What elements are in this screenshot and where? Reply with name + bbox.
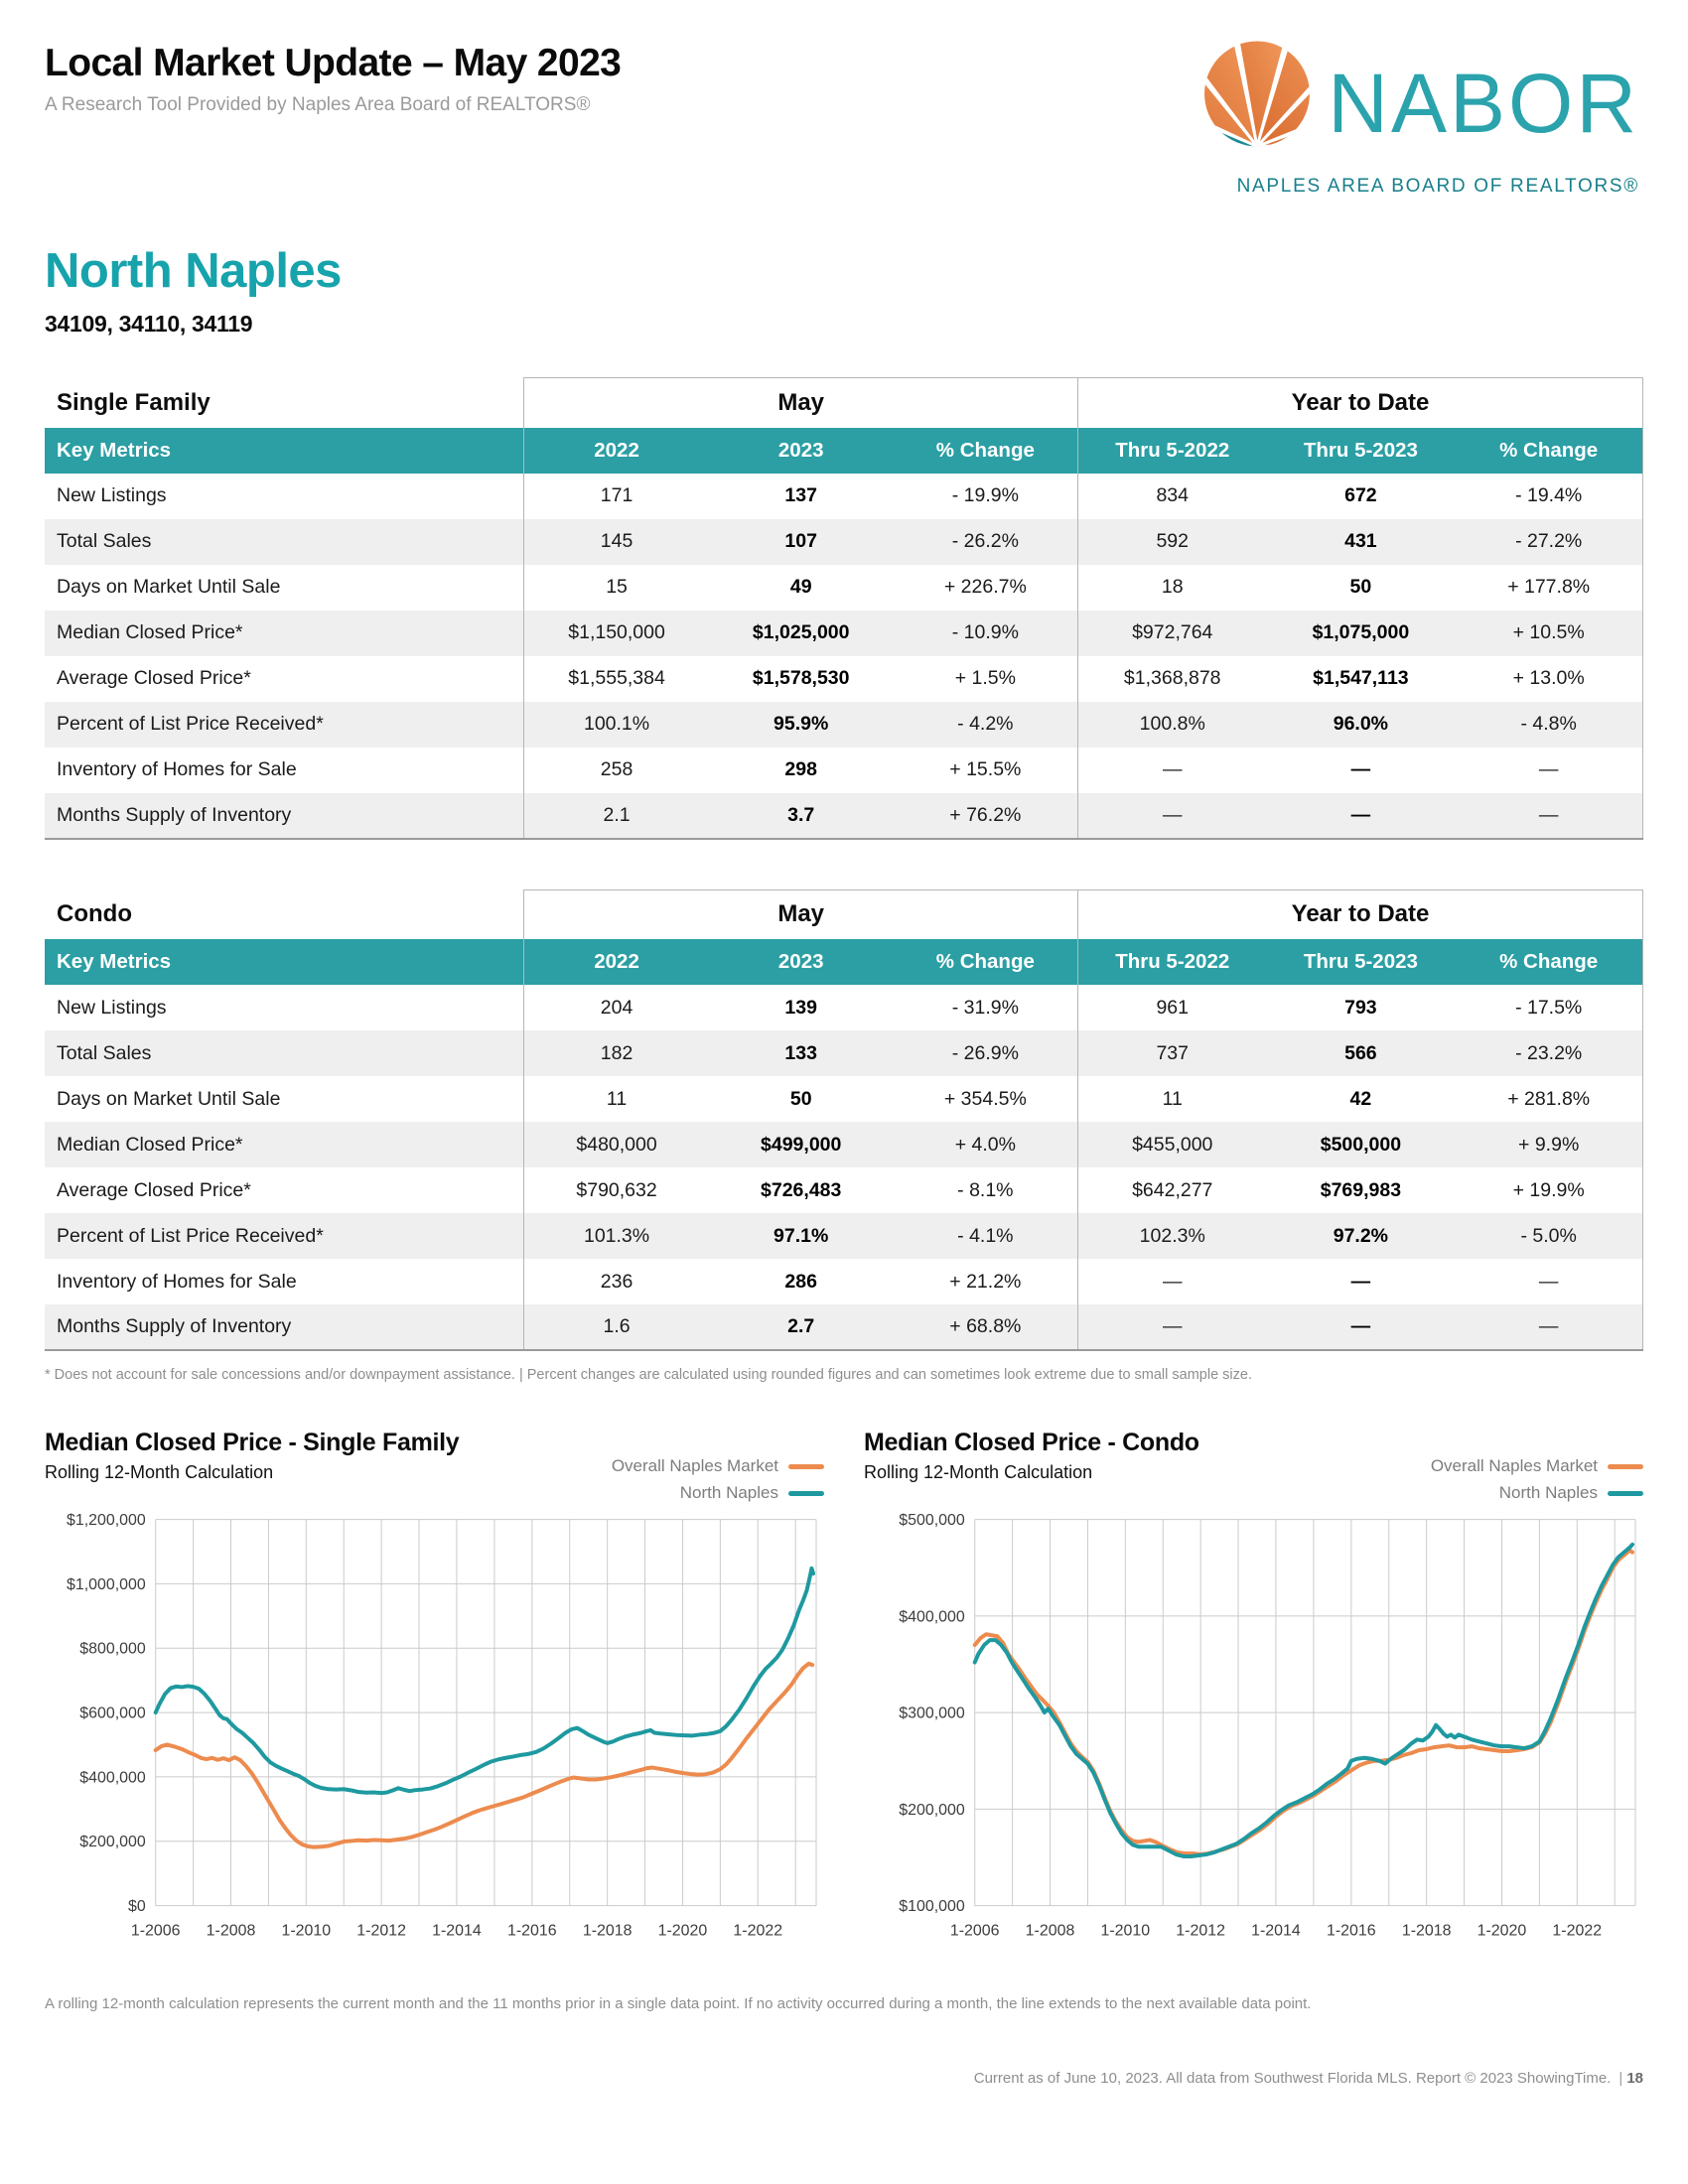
- legend-swatch-orange: [788, 1464, 824, 1469]
- series-north-naples: [975, 1545, 1632, 1856]
- metric-value: 102.3%: [1078, 1213, 1267, 1259]
- metric-value: 1.6: [524, 1304, 709, 1350]
- metric-label: Inventory of Homes for Sale: [57, 758, 297, 780]
- metric-value: —: [1078, 793, 1267, 839]
- metric-value: - 27.2%: [1455, 519, 1642, 565]
- chart-legend: [612, 1456, 824, 1503]
- y-axis-tick-label: $800,000: [79, 1640, 146, 1658]
- metric-value: $455,000: [1078, 1122, 1267, 1167]
- table-section-title: Condo: [45, 889, 524, 939]
- metric-value: 42: [1349, 1087, 1372, 1110]
- table-row: [45, 1122, 1643, 1167]
- metric-value: + 15.5%: [949, 758, 1022, 780]
- metric-value: 737: [1078, 1030, 1267, 1076]
- metric-value: 50: [1349, 576, 1372, 598]
- metric-value: $1,368,878: [1078, 656, 1267, 702]
- metric-value: $1,547,113: [1313, 667, 1409, 689]
- metric-label: Days on Market Until Sale: [57, 1087, 281, 1110]
- metric-label: Median Closed Price*: [57, 621, 243, 643]
- legend-label: North Naples: [679, 1483, 778, 1502]
- metric-value: $769,983: [1320, 1178, 1402, 1201]
- y-axis-tick-label: $0: [128, 1898, 146, 1916]
- metric-value: - 26.2%: [951, 530, 1019, 552]
- shell-icon: [1191, 38, 1324, 170]
- metric-value: —: [1350, 758, 1371, 780]
- rolling-calculation-note: A rolling 12-month calculation represents the current month and the 11 months prior in a single data point. If no activity occurred during a month, the line extends to the next available data point.: [45, 1995, 1312, 2012]
- column-header: 2023: [709, 939, 894, 985]
- metric-value: 204: [524, 985, 709, 1030]
- metric-value: - 8.1%: [957, 1178, 1014, 1201]
- period-header-ytd: Year to Date: [1078, 889, 1643, 939]
- footer-separator: |: [1618, 2070, 1623, 2087]
- metric-value: $1,075,000: [1312, 621, 1410, 643]
- y-axis-tick-label: $500,000: [899, 1512, 965, 1530]
- metric-value: - 10.9%: [951, 621, 1019, 643]
- table-section-row: [45, 378, 1643, 428]
- table-row: [45, 1259, 1643, 1304]
- y-axis-tick-label: $200,000: [79, 1834, 146, 1851]
- metric-value: - 17.5%: [1455, 985, 1642, 1030]
- table-row: [45, 748, 1643, 793]
- metric-value: - 4.8%: [1455, 702, 1642, 748]
- column-header: 2022: [524, 939, 709, 985]
- metric-value: 258: [524, 748, 709, 793]
- metric-value: 97.2%: [1333, 1224, 1389, 1247]
- column-header: Thru 5-2023: [1266, 428, 1455, 474]
- metric-value: 592: [1078, 519, 1267, 565]
- column-header: Key Metrics: [45, 939, 524, 985]
- y-axis-tick-label: $600,000: [79, 1705, 146, 1722]
- x-axis-tick-label: 1-2006: [949, 1922, 1000, 1940]
- metric-value: —: [1266, 1304, 1455, 1350]
- chart-legend: [1431, 1456, 1643, 1503]
- metric-value: 50: [789, 1087, 812, 1110]
- metric-value: + 13.0%: [1455, 656, 1642, 702]
- column-header: Key Metrics: [45, 428, 524, 474]
- x-axis-tick-label: 1-2016: [1327, 1922, 1376, 1940]
- x-axis-tick-label: 1-2022: [1552, 1922, 1603, 1940]
- table-footnote: * Does not account for sale concessions and/or downpayment assistance. | Percent changes are calculated using rounded figures and can sometimes look extreme due to small sample size.: [45, 1367, 1252, 1383]
- x-axis-tick-label: 1-2016: [507, 1922, 557, 1940]
- metric-value: —: [1455, 1304, 1642, 1350]
- column-header: % Change: [1455, 428, 1642, 474]
- region-name: North Naples: [45, 244, 342, 298]
- metric-label: Months Supply of Inventory: [45, 1304, 524, 1350]
- page-number: 18: [1626, 2070, 1643, 2087]
- legend-item: [1499, 1483, 1643, 1503]
- metric-value: $642,277: [1078, 1167, 1267, 1213]
- legend-label: North Naples: [1498, 1483, 1598, 1502]
- metric-value: —: [1350, 1270, 1371, 1293]
- metric-value: 961: [1078, 985, 1267, 1030]
- page-title: Local Market Update – May 2023: [45, 42, 622, 84]
- condo-table: [45, 889, 1643, 1352]
- metric-label: Percent of List Price Received*: [57, 1224, 324, 1247]
- metric-value: $726,483: [761, 1178, 842, 1201]
- x-axis-tick-label: 1-2010: [1100, 1922, 1151, 1940]
- table-column-header-row: [45, 939, 1643, 985]
- metric-value: + 68.8%: [894, 1304, 1078, 1350]
- nabor-logo-wordmark: NABOR: [1328, 56, 1639, 150]
- chart-title: Median Closed Price - Condo: [864, 1429, 1199, 1456]
- single-family-line-chart: [45, 1505, 824, 1979]
- metric-value: $972,764: [1078, 611, 1267, 656]
- metric-value: + 21.2%: [949, 1270, 1022, 1293]
- x-axis-tick-label: 1-2012: [356, 1922, 406, 1940]
- chart-title-block: [45, 1429, 459, 1483]
- nabor-logo: [1191, 38, 1639, 198]
- metric-value: 11: [524, 1076, 709, 1122]
- table-row: [45, 519, 1643, 565]
- chart-title-block: [864, 1429, 1199, 1483]
- metric-value: 96.0%: [1333, 713, 1389, 735]
- metric-value: - 4.2%: [957, 713, 1014, 735]
- column-header: % Change: [1455, 939, 1642, 985]
- metric-value: 2.7: [709, 1304, 894, 1350]
- metric-value: + 1.5%: [954, 667, 1016, 689]
- metric-value: 286: [784, 1270, 817, 1293]
- column-header: 2023: [709, 428, 894, 474]
- x-axis-tick-label: 1-2020: [1477, 1922, 1527, 1940]
- metric-label: Total Sales: [57, 530, 152, 552]
- metric-value: —: [1455, 748, 1642, 793]
- page-subtitle: A Research Tool Provided by Naples Area Board of REALTORS®: [45, 93, 591, 115]
- metric-value: 101.3%: [524, 1213, 709, 1259]
- region-block: [45, 243, 1643, 338]
- chart-median-price-single-family: [45, 1429, 824, 1979]
- y-axis-tick-label: $200,000: [899, 1801, 965, 1819]
- metric-value: - 19.4%: [1455, 474, 1642, 519]
- metric-value: + 354.5%: [943, 1087, 1027, 1110]
- metric-label: Percent of List Price Received*: [57, 713, 324, 735]
- table-section-row: [45, 889, 1643, 939]
- metric-value: 139: [784, 996, 817, 1019]
- chart-title: Median Closed Price - Single Family: [45, 1429, 460, 1456]
- metric-value: —: [1266, 793, 1455, 839]
- chart-median-price-condo: [864, 1429, 1643, 1979]
- period-header-ytd: Year to Date: [1078, 378, 1643, 428]
- metric-value: 298: [784, 758, 817, 780]
- metric-value: + 9.9%: [1455, 1122, 1642, 1167]
- metric-value: —: [1455, 1259, 1642, 1304]
- x-axis-tick-label: 1-2014: [1251, 1922, 1301, 1940]
- metric-value: $1,025,000: [752, 621, 850, 643]
- metric-value: 49: [789, 576, 812, 598]
- series-overall-naples-market: [156, 1664, 813, 1847]
- table-row: [45, 474, 1643, 519]
- x-axis-tick-label: 1-2022: [733, 1922, 783, 1940]
- chart-header: [864, 1429, 1643, 1503]
- metric-value: 672: [1344, 484, 1377, 506]
- metric-label: Median Closed Price*: [57, 1133, 243, 1156]
- metric-value: 100.8%: [1078, 702, 1267, 748]
- table-row: [45, 1213, 1643, 1259]
- period-header-may: May: [524, 378, 1078, 428]
- column-header: 2022: [524, 428, 709, 474]
- table-row: [45, 656, 1643, 702]
- metric-value: + 19.9%: [1455, 1167, 1642, 1213]
- legend-item: [1431, 1456, 1643, 1476]
- metric-value: 100.1%: [524, 702, 709, 748]
- period-header-may: May: [524, 889, 1078, 939]
- legend-label: Overall Naples Market: [611, 1456, 778, 1475]
- column-header: % Change: [894, 939, 1078, 985]
- page-header: [45, 44, 1643, 198]
- metric-value: 236: [524, 1259, 709, 1304]
- nabor-logo-top: [1191, 38, 1639, 170]
- chart-header: [45, 1429, 824, 1503]
- footer-text: Current as of June 10, 2023. All data from Southwest Florida MLS. Report © 2023 ShowingTime.: [973, 2070, 1612, 2087]
- legend-item: [680, 1483, 824, 1503]
- table-row: [45, 1030, 1643, 1076]
- title-block: [45, 44, 621, 116]
- legend-label: Overall Naples Market: [1430, 1456, 1598, 1475]
- metric-value: 431: [1344, 530, 1377, 552]
- metric-value: + 76.2%: [894, 793, 1078, 839]
- legend-item: [612, 1456, 824, 1476]
- x-axis-tick-label: 1-2006: [130, 1922, 181, 1940]
- single-family-table: [45, 377, 1643, 840]
- x-axis-tick-label: 1-2020: [657, 1922, 708, 1940]
- table-row: [45, 793, 1643, 839]
- metric-value: $480,000: [524, 1122, 709, 1167]
- y-axis-tick-label: $100,000: [899, 1898, 965, 1916]
- metric-value: 793: [1344, 996, 1377, 1019]
- legend-swatch-teal: [788, 1491, 824, 1496]
- metric-value: $499,000: [761, 1133, 842, 1156]
- metric-value: + 10.5%: [1455, 611, 1642, 656]
- metric-label: Months Supply of Inventory: [45, 793, 524, 839]
- chart-subtitle: Rolling 12-Month Calculation: [45, 1462, 274, 1482]
- metric-value: 107: [784, 530, 817, 552]
- metric-value: - 23.2%: [1455, 1030, 1642, 1076]
- metric-value: 18: [1078, 565, 1267, 611]
- metric-value: - 26.9%: [951, 1041, 1019, 1064]
- x-axis-tick-label: 1-2008: [1025, 1922, 1075, 1940]
- x-axis-tick-label: 1-2012: [1176, 1922, 1225, 1940]
- metric-value: $790,632: [524, 1167, 709, 1213]
- metric-value: + 4.0%: [954, 1133, 1016, 1156]
- table-column-header-row: [45, 428, 1643, 474]
- metric-value: - 4.1%: [957, 1224, 1014, 1247]
- table-row: [45, 1076, 1643, 1122]
- metric-value: 182: [524, 1030, 709, 1076]
- metric-value: $1,555,384: [524, 656, 709, 702]
- x-axis-tick-label: 1-2008: [206, 1922, 256, 1940]
- nabor-logo-tagline: NAPLES AREA BOARD OF REALTORS®: [1236, 176, 1639, 197]
- region-zip-codes: 34109, 34110, 34119: [45, 311, 253, 337]
- metric-value: —: [1455, 793, 1642, 839]
- column-header: Thru 5-2022: [1078, 939, 1267, 985]
- y-axis-tick-label: $400,000: [899, 1608, 965, 1626]
- table-row: [45, 1167, 1643, 1213]
- metric-label: Inventory of Homes for Sale: [57, 1270, 297, 1293]
- metric-value: —: [1078, 1259, 1267, 1304]
- y-axis-tick-label: $400,000: [79, 1769, 146, 1787]
- x-axis-tick-label: 1-2014: [432, 1922, 482, 1940]
- metric-value: 566: [1344, 1041, 1377, 1064]
- metric-label: Average Closed Price*: [57, 667, 251, 689]
- metric-value: 15: [524, 565, 709, 611]
- y-axis-tick-label: $1,000,000: [66, 1575, 146, 1593]
- metric-label: New Listings: [57, 484, 167, 506]
- column-header: % Change: [894, 428, 1078, 474]
- condo-line-chart: [864, 1505, 1643, 1979]
- metric-value: 2.1: [524, 793, 709, 839]
- metric-value: + 281.8%: [1455, 1076, 1642, 1122]
- table-row: [45, 985, 1643, 1030]
- metric-value: 834: [1078, 474, 1267, 519]
- metric-value: $1,578,530: [752, 667, 850, 689]
- table-row: [45, 565, 1643, 611]
- table-row: [45, 611, 1643, 656]
- metric-value: - 31.9%: [951, 996, 1019, 1019]
- metric-value: 11: [1078, 1076, 1267, 1122]
- metric-value: - 19.9%: [951, 484, 1019, 506]
- metric-value: 133: [784, 1041, 817, 1064]
- metric-label: New Listings: [57, 996, 167, 1019]
- y-axis-tick-label: $300,000: [899, 1705, 965, 1722]
- metric-value: + 177.8%: [1455, 565, 1642, 611]
- metric-value: $500,000: [1320, 1133, 1402, 1156]
- metric-label: Average Closed Price*: [57, 1178, 251, 1201]
- metric-value: 3.7: [709, 793, 894, 839]
- table-row: [45, 1304, 1643, 1350]
- metric-value: - 5.0%: [1455, 1213, 1642, 1259]
- column-header: Thru 5-2022: [1078, 428, 1267, 474]
- table-row: [45, 702, 1643, 748]
- metric-value: 95.9%: [774, 713, 829, 735]
- charts-section: [45, 1429, 1643, 1979]
- metric-value: —: [1078, 748, 1267, 793]
- chart-subtitle: Rolling 12-Month Calculation: [864, 1462, 1093, 1482]
- x-axis-tick-label: 1-2010: [281, 1922, 332, 1940]
- metric-value: 97.1%: [774, 1224, 829, 1247]
- metric-label: Days on Market Until Sale: [57, 576, 281, 598]
- metric-label: Total Sales: [57, 1041, 152, 1064]
- series-north-naples: [156, 1569, 813, 1793]
- legend-swatch-teal: [1608, 1491, 1643, 1496]
- metric-value: 171: [524, 474, 709, 519]
- y-axis-tick-label: $1,200,000: [66, 1512, 146, 1530]
- column-header: Thru 5-2023: [1266, 939, 1455, 985]
- metric-value: —: [1078, 1304, 1267, 1350]
- x-axis-tick-label: 1-2018: [1401, 1922, 1452, 1940]
- x-axis-tick-label: 1-2018: [582, 1922, 633, 1940]
- page-footer: [45, 2070, 1643, 2087]
- legend-swatch-orange: [1608, 1464, 1643, 1469]
- metric-value: + 226.7%: [943, 576, 1027, 598]
- metric-value: 137: [784, 484, 817, 506]
- metric-value: $1,150,000: [524, 611, 709, 656]
- metric-value: 145: [524, 519, 709, 565]
- table-section-title: Single Family: [45, 378, 524, 428]
